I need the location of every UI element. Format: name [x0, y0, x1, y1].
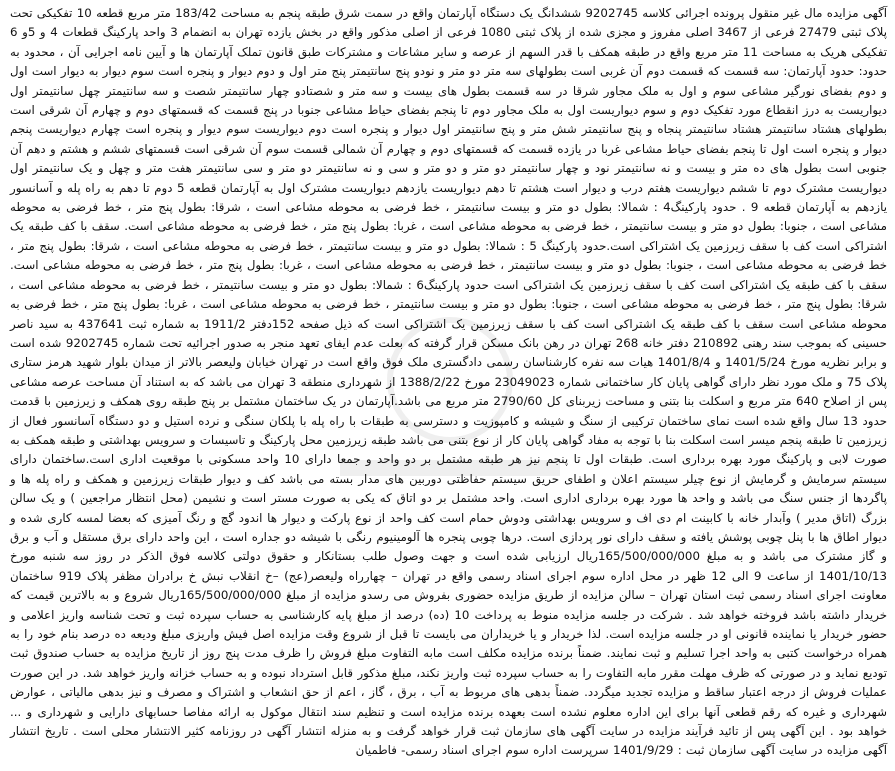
auction-notice-text: آگهی مزایده مال غیر منقول پرونده اجرائی کلاسه 9202745 ششدانگ یک دستگاه آپارتمان واقع در سمت شرق طبقه پنجم به مساحت 183/42 متر مربع قطعه 10 تفکیکی تحت پلاک ثبتی 27479 فرعی از 3467 اصلی مفروز و مجزی شده از پلاک ثبتی 1080 فرعی از اصلی مذکور واقع در بخش یازده تهران به انضمام 3 واحد پارکینگ قطعات 4 و 5و 6 تفکیکی هریک به مساحت 11 متر مربع واقع در طبقه همکف با قدر السهم از عرصه و سایر مشاعات و مشترکات طبق قانون تملک آپارتمان ها و آیین نامه اجرایی آن ، محدود به حدود: حدود آپارتمان: سه قسمت که قسمت دوم آن غربی است بطولهای سه متر دو متر و نودو پنج سانتیمتر پنج متر اول و دوم دیوار و پنجره است سوم دیوار به دیوار است اول و دوم بفضای نورگیر مشاعی سوم و اول به ملک مجاور شرقا در سه قسمت بطول های بیست و سه متر و شصتادو چهار سانتیمتر شصت و سه سانتیمتر چهل سانتیمتر اول دیواریست به درز انقطاع مورد تفکیک دوم و سوم دیواریست اول به ملک مجاور دوم تا پنجم بفضای حیاط مشاعی جنوبا در پنج قسمت که قسمتهای دوم و چهارم آن شرقی است بطولهای هشتاد سانتیمتر هشتاد سانتیمتر پنجاه و پنج سانتیمتر شش متر و پنج سانتیمتر اول دیوار و پنجره است دوم دیواریست سوم دیوار و پنجره است چهارم دیواریست پنجم دیوار و پنجره است اول تا پنجم بفضای حیاط مشاعی غربا در یازده قسمت که قسمتهای دوم و چهارم آن شمالی قسمت سوم آن شرقی است قسمتهای ششم و هشتم و دهم آن جنوبی است بطول های ده متر و بیست و نه سانتیمتر نود و چهار سانتیمتر دو متر و دو متر و سی و نه سانتیمتر دو متر و سی سانتیمتر هفت متر و چهل و یک سانتیمتر اول دیواریست مشترک دوم تا ششم دیواریست هفتم درب و دیوار است هشتم تا دهم دیواریست یازدهم دیواریست مشترک اول به آپارتمان قطعه 5 دوم تا دهم به راه پله و آسانسور یازدهم به آپارتمان قطعه 9 . حدود پارکینگ4 : شمالا: بطول دو متر و بیست سانتیمتر ، خط فرضی به محوطه مشاعی است ، شرقا: بطول پنج متر ، خط فرضی به محوطه مشاعی است ، جنوبا: بطول دو متر و بیست سانتیمتر ، خط فرضی به محوطه مشاعی است ، غربا: بطول پنج متر ، خط فرضی به محوطه مشاعی است. سقف با کف طبقه یک اشتراکی است کف با سقف زیرزمین یک اشتراکی است.حدود پارکینگ 5 : شمالا: بطول دو متر و بیست سانتیمتر ، خط فرضی به محوطه مشاعی است ، شرقا: بطول پنج متر ، خط فرضی به محوطه مشاعی است ، جنوبا: بطول دو متر و بیست سانتیمتر ، خط فرضی به محوطه مشاعی است ، غربا: بطول پنج متر ، خط فرضی به محوطه مشاعی است. سقف با کف طبقه یک اشتراکی است کف با سقف زیرزمین یک اشتراکی است حدود پارکینگ6 : شمالا: بطول دو متر و بیست سانتیمتر ، خط فرضی به محوطه مشاعی است ، شرقا: بطول پنج متر ، خط فرضی به محوطه مشاعی است ، جنوبا: بطول دو متر و بیست سانتیمتر ، خط فرضی به محوطه مشاعی است ، غربا: بطول پنج متر ، خط فرضی به محوطه مشاعی است سقف با کف طبقه یک اشتراکی است کف با سقف زیرزمین یک اشتراکی است که ذیل صفحه 152دفتر 1911/2 به شماره ثبت 437641 به سید ناصر حسینی که بموجب سند رهنی 210892 دفتر خانه 268 تهران در رهن بانک مسکن قرار گرفته که بعلت عدم ایفای تعهد منجر به صدور اجرائیه تحت شماره 9202745 شده است و برابر نظریه مورخ 1401/5/24 و 1401/8/4 هیات سه نفره کارشناسان رسمی دادگستری ملک فوق واقع است در تهران خیابان ولیعصر بالاتر از میدان بلوار شهید هرمز ستاری پلاک 75 و ملک مورد نظر دارای گواهی پایان کار ساختمانی شماره 23049023 مورخ 1388/2/22 از شهرداری منطقه 3 تهران می باشد که به استناد آن مساحت عرصه مشاعی پس از اصلاح 640 متر مربع و اسکلت بنا بتنی و مساحت زیربنای کل 2790/60 متر مربع می باشد.آپارتمان در یک ساختمان مشتمل بر پنج طبقه روی همکف و زیرزمین با قدمت حدود 13 سال واقع شده است نمای ساختمان ترکیبی از سنگ و شیشه و کامپوزیت و دسترسی به طبقات با راه پله با پلکان سنگی و نرده استیل و دو دستگاه آسانسور فعال از زیرزمین تا طبقه پنجم میسر است اسکلت بنا با توجه به مفاد گواهی پایان کار از نوع بتنی می باشد طبقه زیرزمین محل پارکینگ و تاسیسات و سرویس بهداشتی و طبقه همکف به صورت لابی و پارکینگ مورد بهره برداری است. طبقات اول تا پنجم نیز هر طبقه مشتمل بر دو واحد و جمعا دارای 10 واحد مسکونی با موقعیت اداری است.ساختمان دارای سیستم سرمایش و گرمایش از نوع چیلر سیستم اعلان و اطفای حریق سیستم حفاظتی دوربین های مدار بسته می باشد کف و دیوار طبقات زیرزمین و همکف و راه پله ها و پاگردها از جنس سنگ می باشد و واحد ها مورد بهره برداری اداری است. واحد مشتمل بر دو اتاق که یکی به صورت مستر است و نشیمن (محل انتظار مراجعین ) و یک سالن بزرگ (اتاق مدیر ) وآبدار خانه با کابینت ام دی اف و سرویس بهداشتی ودوش حمام است کف واحد از نوع پارکت و دیوار ها اندود گچ و رنگ آمیزی که بعضا لمسه کاری شده و دیوار اطاق ها با پنل چوبی پوشش یافته و سقف دارای نور پردازی است. درها چوبی پنجره ها آلومینیوم رنگی با شیشه دو جداره است ، این واحد دارای برق مستقل و آب و برق و گاز مشترک می باشد و به مبلغ 165/500/000/000ریال ارزیابی شده است و جهت وصول طلب بستانکار و حقوق دولتی کلاسه فوق الذکر در روز سه شنبه مورخ 1401/10/13 از ساعت 9 الی 12 ظهر در محل اداره سوم اجرای اسناد رسمی واقع در تهران – چهارراه ولیعصر(عج) –خ انقلاب نبش خ برادران مظفر پلاک 919 ساختمان معاونت اجرای اسناد رسمی ثبت استان تهران – سالن مزایده از طریق مزایده حضوری بفروش می رسدو مزایده از مبلغ 165/500/000/000ریال شروع و به بالاترین قیمت که خریدار داشته باشد فروخته خواهد شد . شرکت در جلسه مزایده منوط به پرداخت 10 (ده) درصد از مبلغ پایه کارشناسی به حساب سپرده ثبت و تحت شناسه واریز اعلامی و حضور خریدار یا نماینده قانونی او در جلسه مزایده است. لذا خریدار و یا خریداران می بایست تا قبل از شروع وقت مزایده اصل فیش واریزی مبلغ ودیعه ده درصد بنام خود را به همراه درخواست کتبی به واحد اجرا تسلیم و ثبت نمایند. ضمناً برنده مزایده مکلف است مابه التفاوت مبلغ فروش را ظرف مدت پنج روز از تاریخ مزایده به حساب صندوق ثبت تودیع نماید و در صورتی که ظرف مهلت مقرر مابه التفاوت را به حساب سپرده ثبت واریز نکند، مبلغ مذکور قابل استرداد نبوده و به حساب خزانه واریز خواهد شد. در این صورت عملیات فروش از درجه اعتبار ساقط و مزایده تجدید میگردد. ضمناً بدهی های مربوط به آب ، برق ، گاز ، اعم از حق انشعاب و اشتراک و مصرف و نیز بدهی مالیاتی ، عوارض شهرداری و غیره که رقم قطعی آنها برای این اداره معلوم نشده است بعهده برنده مزایده است و تنظیم سند انتقال موکول به ارائه مفاصا حسابهای دارایی و شهرداری و ... خواهد بود . این آگهی پس از تائید فرآیند مزایده در سایت آگهی های سازمان ثبت قرار خواهد گرفت و به منزله انتشار آگهی در روزنامه کثیر الانتشار محلی است . تاریخ انتشار آگهی مزایده در سایت آگهی سازمان ثبت : 1401/9/29 سرپرست اداره سوم اجرای اسناد رسمی- فاطمیان [10, 6, 888, 758]
